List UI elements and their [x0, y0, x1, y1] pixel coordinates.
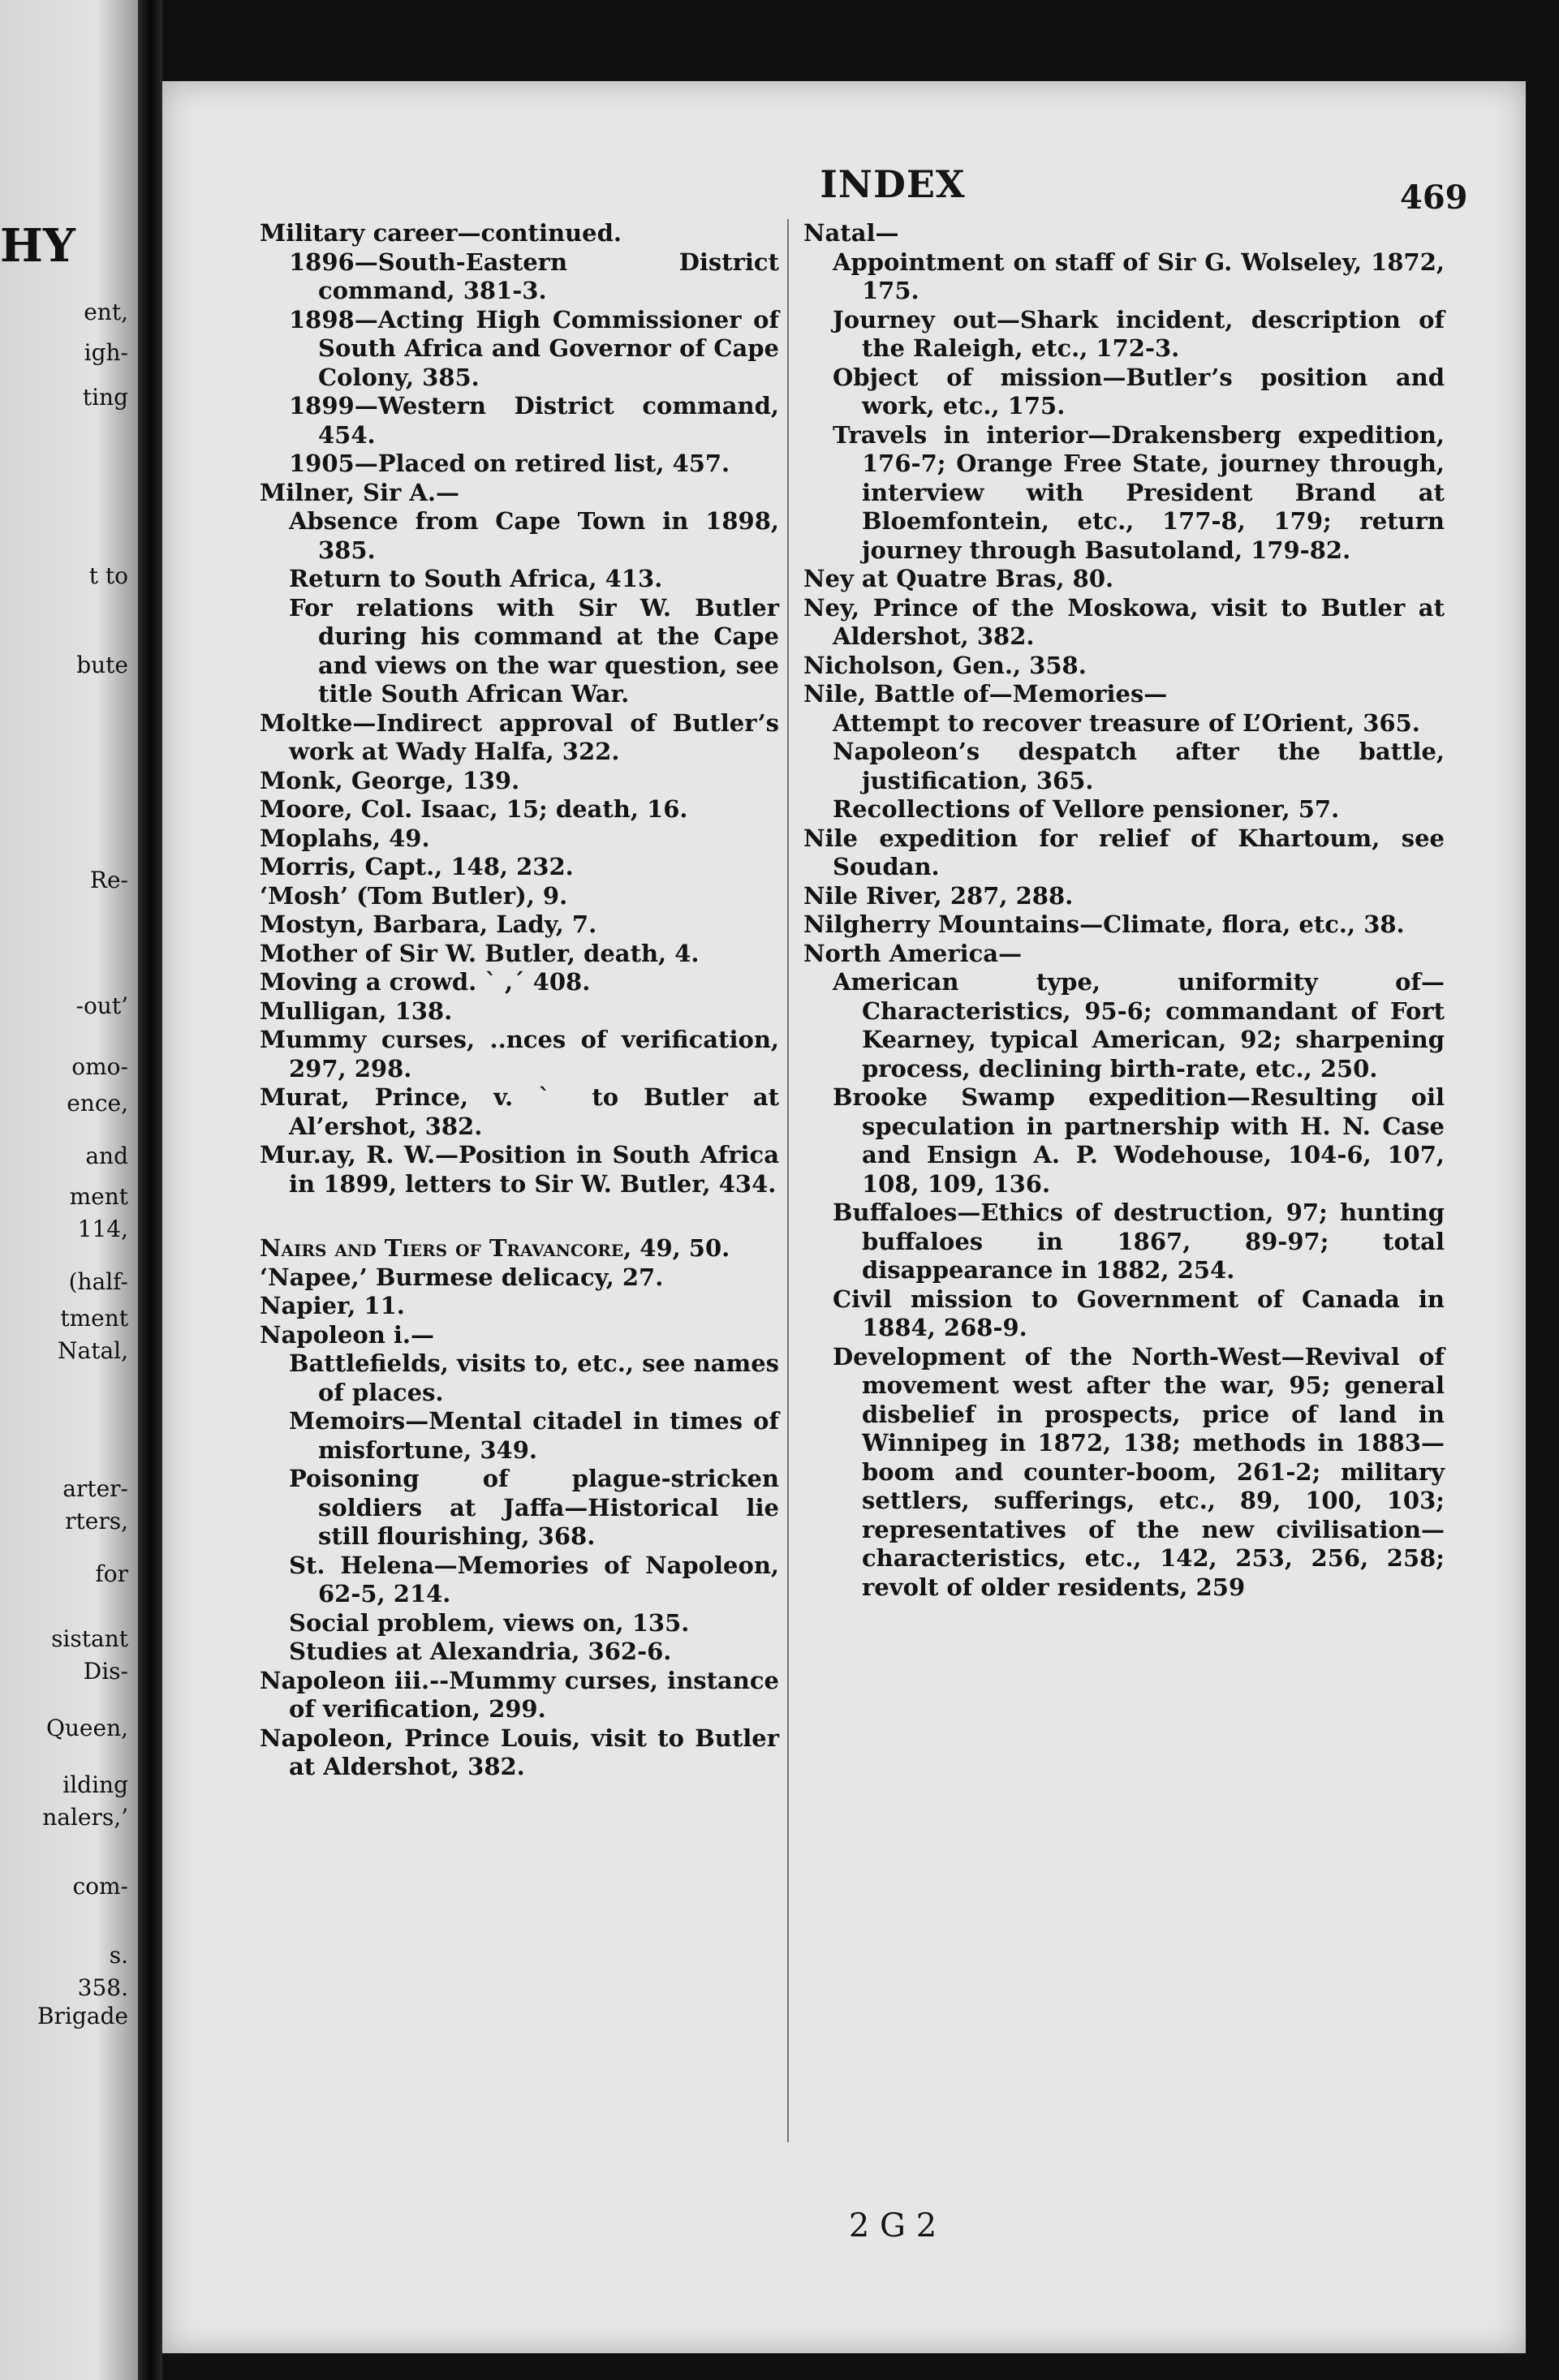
index-subentry: 1898—Acting High Commissioner of South Africa and Governor of Cape Colony, 385. [289, 305, 779, 391]
index-subentry: Civil mission to Government of Canada in 1884, 268-9. [833, 1285, 1445, 1341]
index-column-left [260, 219, 779, 1782]
column-divider [787, 219, 789, 2142]
left-page-text-fragment: for [95, 1560, 128, 1587]
index-entry: Moore, Col. Isaac, 15; death, 16. [260, 795, 688, 823]
index-subentry: Travels in interior—Drakensberg expedition, 176-7; Orange Free State, journey through, interview with President Brand at Bloemfontein, etc., 177-8, 179; return journey through Basutoland, 179-82. [833, 420, 1445, 564]
index-entry: ‘Napee,’ Burmese delicacy, 27. [260, 1263, 664, 1291]
left-page-text-fragment: omo- [71, 1053, 128, 1080]
left-page-text-fragment: Brigade [37, 2003, 128, 2029]
left-page-text-fragment: tment [60, 1305, 128, 1332]
index-subentry: Absence from Cape Town in 1898, 385. [289, 507, 779, 564]
index-entry: Moplahs, 49. [260, 824, 430, 852]
index-entry: Nile expedition for relief of Khartoum, see Soudan. [803, 824, 1445, 880]
index-subentry: St. Helena—Memories of Napoleon, 62-5, 214. [289, 1551, 779, 1607]
index-entry: Nilgherry Mountains—Climate, flora, etc., 38. [803, 910, 1405, 938]
index-subentry: Development of the North-West—Revival of movement west after the war, 95; general disbelief in prospects, price of land in Winnipeg in 1872, 138; methods in 1883—boom and counter-boom, 261-2; military settlers, sufferings, etc., 89, 100, 103; representatives of the new civilisation—characteristics, etc., 142, 253, 256, 258; revolt of older residents, 259 [833, 1342, 1445, 1601]
index-subentry: Napoleon’s despatch after the battle, justification, 365. [833, 738, 1445, 794]
index-subentry: Social problem, views on, 135. [289, 1608, 690, 1637]
index-entry: ‘Mosh’ (Tom Butler), 9. [260, 881, 568, 910]
left-page-text-fragment: s. [109, 1942, 128, 1969]
signature-mark: 2 G 2 [848, 2207, 937, 2244]
page-number: 469 [1400, 179, 1468, 217]
index-entry: Morris, Capt., 148, 232. [260, 853, 574, 880]
index-entry: Moltke—Indirect approval of Butler’s work at Wady Halfa, 322. [260, 708, 779, 765]
left-page-text-fragment: and [85, 1143, 128, 1169]
index-entry: Milner, Sir A.— [260, 478, 459, 506]
index-entry: Ney, Prince of the Moskowa, visit to Butler at Aldershot, 382. [803, 593, 1445, 650]
left-page-fragment [0, 0, 138, 2380]
index-entry: Natal— [803, 219, 899, 247]
index-subentry: Poisoning of plague-stricken soldiers at Jaffa—Historical lie still flourishing, 368. [289, 1465, 779, 1550]
left-page-text-fragment: ilding [62, 1771, 128, 1798]
index-subentry: Memoirs—Mental citadel in times of misfortune, 349. [289, 1407, 779, 1464]
index-entry: Murat, Prince, v. ˋ to Butler at Al’ershot, 382. [260, 1083, 779, 1140]
index-entry: Nairs and Tiers of Travancore, 49, 50. [260, 1234, 730, 1262]
index-subentry: Buffaloes—Ethics of destruction, 97; hunting buffaloes in 1867, 89-97; total disappearance in 1882, 254. [833, 1199, 1445, 1284]
page-title: INDEX [820, 162, 966, 206]
index-entry: North America— [803, 939, 1023, 967]
index-subentry: Recollections of Vellore pensioner, 57. [833, 795, 1340, 823]
index-entry: Nile River, 287, 288. [803, 881, 1074, 910]
left-page-header: HY [0, 219, 75, 273]
left-page-text-fragment: 358. [77, 1974, 128, 2001]
index-entry: Mur.ay, R. W.—Position in South Africa in 1899, letters to Sir W. Butler, 434. [260, 1141, 779, 1198]
left-page-text-fragment: nalers,’ [42, 1804, 128, 1831]
left-page-text-fragment: Natal, [58, 1337, 128, 1364]
index-entry: Napoleon iii.--Mummy curses, instance of verification, 299. [260, 1666, 779, 1723]
left-page-text-fragment: ting [82, 384, 128, 411]
index-subentry: Attempt to recover treasure of L’Orient, 365. [833, 708, 1420, 737]
index-entry: Military career—continued. [260, 219, 622, 247]
index-subentry: Appointment on staff of Sir G. Wolseley, 1872, 175. [833, 247, 1445, 304]
index-subentry: Return to South Africa, 413. [289, 565, 663, 592]
index-entry: Napier, 11. [260, 1292, 405, 1319]
left-page-text-fragment: Queen, [45, 1715, 128, 1741]
left-page-text-fragment: ence, [67, 1090, 128, 1117]
book-gutter [138, 0, 162, 2380]
left-page-text-fragment: ent, [84, 299, 128, 325]
index-subentry: American type, uniformity of—Characteristics, 95-6; commandant of Fort Kearney, typical American, 92; sharpening process, declining birth-rate, etc., 250. [833, 968, 1445, 1082]
index-subentry: Studies at Alexandria, 362-6. [289, 1638, 672, 1665]
left-page-text-fragment: igh- [84, 339, 128, 366]
index-subentry: 1896—South-Eastern District command, 381-3. [289, 247, 779, 304]
left-page-text-fragment: bute [76, 652, 128, 678]
index-entry: Napoleon, Prince Louis, visit to Butler at Aldershot, 382. [260, 1724, 779, 1780]
index-entry: Monk, George, 139. [260, 766, 520, 794]
index-entry: Nicholson, Gen., 358. [803, 651, 1087, 679]
left-page-text-fragment: 114, [77, 1216, 128, 1242]
index-subentry: Object of mission—Butler’s position and work, etc., 175. [833, 363, 1445, 420]
left-page-text-fragment: arter- [62, 1475, 128, 1502]
index-subentry: For relations with Sir W. Butler during his command at the Cape and views on the war question, see title South African War. [289, 593, 779, 708]
left-page-text-fragment: Dis- [83, 1658, 128, 1685]
index-entry: Nile, Battle of—Memories— [803, 680, 1168, 708]
index-subentry: 1905—Placed on retired list, 457. [289, 450, 730, 477]
index-entry: Moving a crowd. ˋ ,ˊ 408. [260, 968, 591, 996]
index-column-right [803, 219, 1445, 1602]
index-entry: Ney at Quatre Bras, 80. [803, 565, 1114, 592]
left-page-text-fragment: ment [69, 1183, 128, 1210]
left-page-text-fragment: com- [72, 1873, 128, 1900]
left-page-text-fragment: sistant [51, 1625, 128, 1652]
index-entry: Mostyn, Barbara, Lady, 7. [260, 910, 597, 938]
left-page-text-fragment: Re- [89, 867, 128, 893]
left-page-text-fragment: rters, [65, 1508, 128, 1534]
left-page-text-fragment: (half- [68, 1268, 128, 1295]
index-entry: Mummy curses, ..nces of verification, 297, 298. [260, 1026, 779, 1082]
index-subentry: Brooke Swamp expedition—Resulting oil speculation in partnership with H. N. Case and Ensign A. P. Wodehouse, 104-6, 107, 108, 109, 136. [833, 1083, 1445, 1198]
index-page [162, 81, 1526, 2353]
index-entry: Mother of Sir W. Butler, death, 4. [260, 939, 700, 967]
index-subentry: Battlefields, visits to, etc., see names of places. [289, 1349, 779, 1406]
index-entry: Napoleon i.— [260, 1320, 435, 1349]
left-page-text-fragment: -out’ [75, 992, 128, 1019]
index-subentry: 1899—Western District command, 454. [289, 392, 779, 449]
left-page-text-fragment: t to [88, 562, 128, 589]
index-entry: Mulligan, 138. [260, 996, 453, 1025]
index-subentry: Journey out—Shark incident, description of the Raleigh, etc., 172-3. [833, 305, 1445, 362]
